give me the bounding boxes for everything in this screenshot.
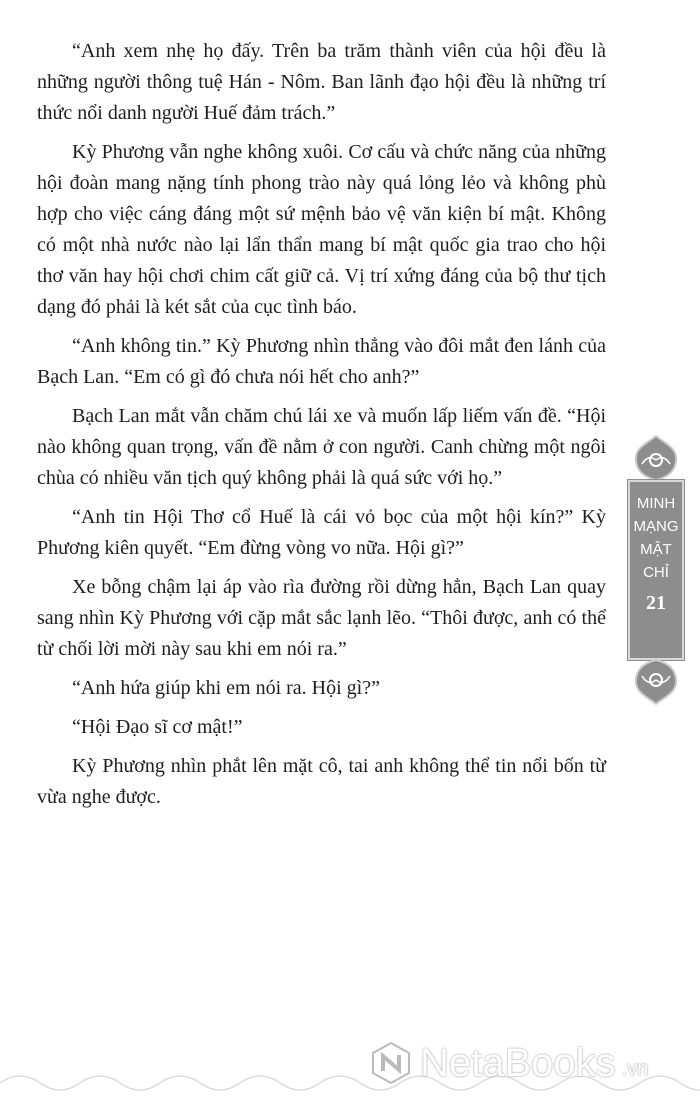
- paragraph: “Anh hứa giúp khi em nói ra. Hội gì?”: [72, 677, 380, 699]
- paragraph: “Hội Đạo sĩ cơ mật!”: [72, 716, 243, 738]
- paragraph: “Anh không tin.” Kỳ Phương nhìn thẳng vào đôi mắt đen lánh của Bạch Lan. “Em có gì đó chưa nói hết cho anh?”: [37, 335, 606, 388]
- paragraph: Bạch Lan mắt vẫn chăm chú lái xe và muốn lấp liếm vấn đề. “Hội nào không quan trọng, vấn đề nằm ở con người. Canh chừng một ngôi chùa có nhiều văn tịch quý không phải là quá sức với họ.”: [37, 405, 606, 489]
- paragraph: Kỳ Phương nhìn phắt lên mặt cô, tai anh không thể tin nổi bốn từ vừa nghe được.: [37, 755, 606, 808]
- paragraph: “Anh tin Hội Thơ cổ Huế là cái vỏ bọc của một hội kín?” Kỳ Phương kiên quyết. “Em đừng vòng vo nữa. Hội gì?”: [37, 506, 606, 559]
- paragraph: Xe bỗng chậm lại áp vào rìa đường rồi dừng hẳn, Bạch Lan quay sang nhìn Kỳ Phương với cặp mắt sắc lạnh lẽo. “Thôi được, anh có thể từ chối lời mời này sau khi em nói ra.”: [37, 576, 606, 660]
- ornament-top-icon: [626, 434, 686, 482]
- side-tab-panel: [628, 480, 684, 660]
- page-number: 21: [646, 592, 666, 614]
- netabooks-watermark: [368, 1040, 648, 1086]
- paragraph: “Anh xem nhẹ họ đấy. Trên ba trăm thành viên của hội đều là những người thông tuệ Hán - Nôm. Ban lãnh đạo hội đều là những trí thức nổi danh người Huế đảm trách.”: [37, 40, 606, 124]
- watermark-brand: NetaBooks: [420, 1040, 616, 1085]
- netabooks-logo-icon: [368, 1040, 414, 1086]
- book-title: MINH MẠNG MẬT CHỈ: [633, 495, 679, 581]
- chapter-side-tab: [620, 432, 692, 708]
- ornament-bottom-icon: [626, 658, 686, 706]
- page-body-text: [37, 36, 606, 821]
- paragraph: Kỳ Phương vẫn nghe không xuôi. Cơ cấu và chức năng của những hội đoàn mang nặng tính phong trào này quá lỏng lẻo và không phù hợp cho việc cáng đáng một sứ mệnh bảo vệ văn kiện bí mật. Không có một nhà nước nào lại lẩn thẩn mang bí mật quốc gia trao cho hội thơ văn hay hội chơi chim cất giữ cả. Vị trí xứng đáng của bộ thư tịch dạng đó phải là két sắt của cục tình báo.: [37, 141, 606, 318]
- watermark-suffix: .vn: [621, 1057, 649, 1080]
